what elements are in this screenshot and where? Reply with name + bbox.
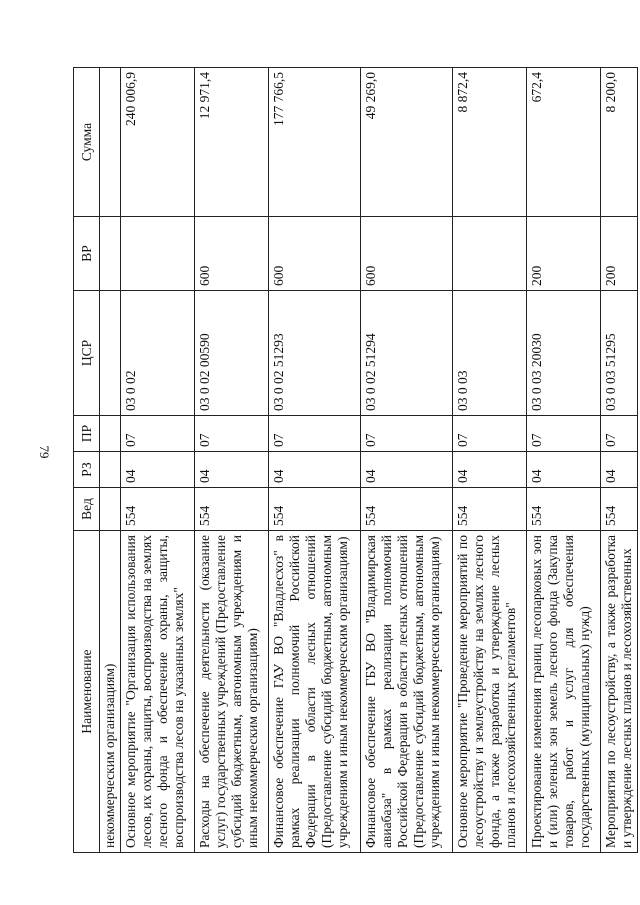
cell-name: Расходы на обеспечение деятельности (оказание услуг) государственных учреждений (Предоставление субсидий бюджетным, автономным учреждениям и иным некоммерческим организациям) <box>195 531 269 853</box>
cell-vr: 600 <box>195 217 269 291</box>
cell-name: Мероприятия по лесоустройству, а также разработка и утверждение лесных планов и лесохозяйственных <box>601 531 638 853</box>
cell-sum: 8 872,4 <box>453 68 527 217</box>
header-name: Наименование <box>74 531 100 853</box>
table-row <box>453 68 527 853</box>
cell-csr: 03 0 02 51294 <box>361 291 453 416</box>
table-row <box>361 68 453 853</box>
cell-pr: 07 <box>361 416 453 452</box>
table-row <box>527 68 601 853</box>
cell-vr: 200 <box>601 217 638 291</box>
cell-rz: 04 <box>453 452 527 488</box>
cell-ved: 554 <box>601 488 638 531</box>
cell-vr <box>453 217 527 291</box>
cell-pr: 07 <box>269 416 361 452</box>
cell-pr: 07 <box>601 416 638 452</box>
cell-pr <box>100 416 121 452</box>
cell-rz: 04 <box>121 452 195 488</box>
cell-rz: 04 <box>527 452 601 488</box>
cell-sum: 49 269,0 <box>361 68 453 217</box>
table-row <box>100 68 121 853</box>
cell-vr: 600 <box>269 217 361 291</box>
table-header-row <box>74 68 100 853</box>
cell-sum: 12 971,4 <box>195 68 269 217</box>
cell-csr: 03 0 03 20030 <box>527 291 601 416</box>
cell-csr: 03 0 03 51295 <box>601 291 638 416</box>
cell-pr: 07 <box>121 416 195 452</box>
table-row <box>601 68 638 853</box>
header-csr: ЦСР <box>74 291 100 416</box>
header-vr: ВР <box>74 217 100 291</box>
table-row <box>269 68 361 853</box>
cell-rz <box>100 452 121 488</box>
header-pr: ПР <box>74 416 100 452</box>
header-ved: Вед <box>74 488 100 531</box>
header-sum: Сумма <box>74 68 100 217</box>
cell-vr: 200 <box>527 217 601 291</box>
header-rz: РЗ <box>74 452 100 488</box>
cell-pr: 07 <box>195 416 269 452</box>
cell-ved: 554 <box>527 488 601 531</box>
cell-csr: 03 0 02 00590 <box>195 291 269 416</box>
cell-ved: 554 <box>269 488 361 531</box>
cell-rz: 04 <box>269 452 361 488</box>
cell-sum: 177 766,5 <box>269 68 361 217</box>
cell-sum: 8 200,0 <box>601 68 638 217</box>
table-row <box>195 68 269 853</box>
cell-ved: 554 <box>361 488 453 531</box>
cell-vr <box>121 217 195 291</box>
cell-rz: 04 <box>195 452 269 488</box>
cell-name: некоммерческим организациям) <box>100 531 121 853</box>
cell-pr: 07 <box>453 416 527 452</box>
cell-ved: 554 <box>121 488 195 531</box>
cell-name: Основное мероприятие "Проведение мероприятий по лесоустройству и землеустройству на землях лесного фонда, а также разработка и утверждение лесных планов и лесохозяйственных регламентов" <box>453 531 527 853</box>
cell-sum: 672,4 <box>527 68 601 217</box>
budget-table <box>73 67 638 853</box>
cell-csr: 03 0 02 <box>121 291 195 416</box>
cell-name: Основное мероприятие "Организация использования лесов, их охраны, защиты, воспроизводства на землях лесного фонда и обеспечение охраны, защиты, воспроизводства лесов на указанных землях" <box>121 531 195 853</box>
cell-name: Финансовое обеспечение ГАУ ВО "Владлесхоз" в рамках реализации полномочий Российской Федерации в области лесных отношений (Предоставление субсидий бюджетным, автономным учреждениям и иным некоммерческим организациям) <box>269 531 361 853</box>
cell-name: Финансовое обеспечение ГБУ ВО "Владимирская авиабаза" в рамках реализации полномочий Российской Федерации в области лесных отношений (Предоставление субсидий бюджетным, автономным учреждениям и иным некоммерческим организациям) <box>361 531 453 853</box>
cell-csr: 03 0 03 <box>453 291 527 416</box>
page-number: 79 <box>37 445 52 459</box>
rotated-table-sheet <box>73 68 634 853</box>
cell-csr <box>100 291 121 416</box>
cell-ved <box>100 488 121 531</box>
cell-ved: 554 <box>195 488 269 531</box>
table-row <box>121 68 195 853</box>
cell-rz: 04 <box>601 452 638 488</box>
cell-name: Проектирование изменения границ лесопарковых зон и (или) зеленых зон земель лесного фонда (Закупка товаров, работ и услуг для обеспечения государственных (муниципальных) нужд) <box>527 531 601 853</box>
cell-vr: 600 <box>361 217 453 291</box>
cell-sum <box>100 68 121 217</box>
cell-pr: 07 <box>527 416 601 452</box>
cell-ved: 554 <box>453 488 527 531</box>
cell-csr: 03 0 02 51293 <box>269 291 361 416</box>
cell-vr <box>100 217 121 291</box>
cell-sum: 240 006,9 <box>121 68 195 217</box>
cell-rz: 04 <box>361 452 453 488</box>
